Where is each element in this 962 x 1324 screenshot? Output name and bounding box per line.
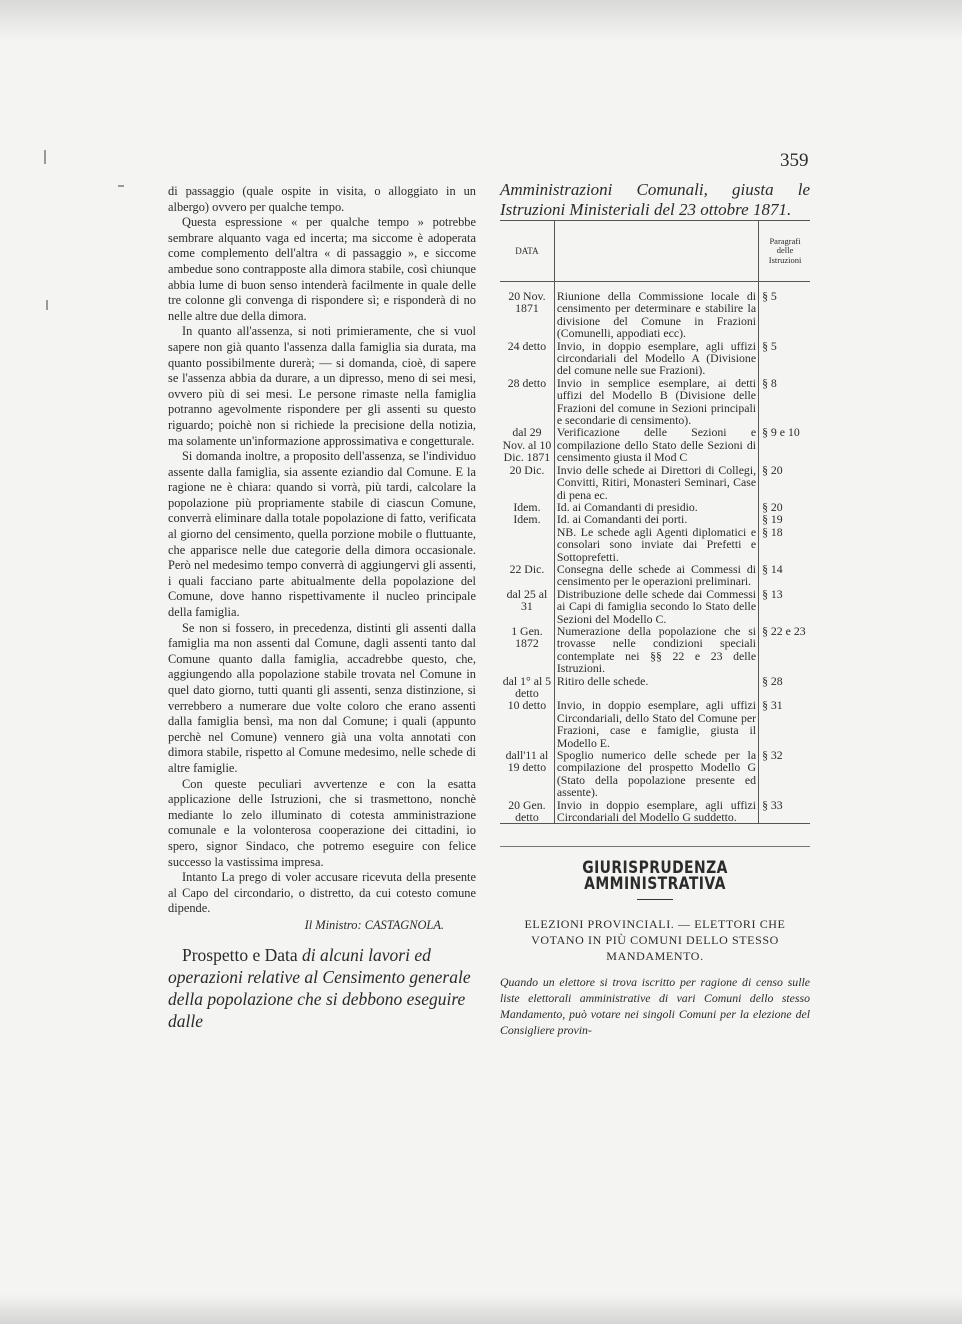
row-paragraph: § 28 <box>762 673 783 688</box>
row-date: 22 Dic. <box>500 563 554 588</box>
header-date: DATA <box>500 221 554 282</box>
row-paragraph: § 20 <box>762 499 783 514</box>
row-text: Consegna delle schede ai Commessi di censimento per le operazioni preliminari. <box>554 563 758 588</box>
page-number: 359 <box>780 150 809 171</box>
minister-signature: Il Ministro: CASTAGNOLA. <box>304 917 444 932</box>
row-paragraph: § 19 <box>762 512 783 527</box>
row-text: Ritiro delle schede. <box>554 675 758 700</box>
table-row <box>500 588 810 625</box>
row-date: 10 detto <box>500 699 554 749</box>
paragraph: Con queste peculiari avvertenze e con la esatta applicazione delle Istruzioni, che si trasmettono, nonchè mediante lo zelo illuminato di cotesta amministrazione comunale e la volonterosa cooperazione dei cittadini, io spero, signor Sindaco, che potremo eseguire con felice successo la vastissima impresa. <box>168 776 476 869</box>
table-row <box>500 513 810 525</box>
paragraph: In quanto all'assenza, si noti primieramente, che si vuol sapere non già quanto l'assenza dalla famiglia sia durata, ma quanto possibilmente durerà; — si domanda, cioè, di sapere se l'assenza abbia da durare, a un dipresso, meno di sei mesi, ovvero più di sei mesi. Le persone rimaste nella famiglia potranno agevolmente rispondere per gli assenti su questo riguardo; poichè non si richiede la precisione della notizia, ma solamente un'informazione approssimativa e congetturale. <box>168 324 476 448</box>
row-date: Idem. <box>500 501 554 513</box>
paragraph: Se non si fossero, in precedenza, distinti gli assenti dalla famiglia ma non assenti dal Comune, dagli assenti tanto dal Comune quanto dalla famiglia, accadrebbe questo, che, aggiungendo alla popolazione stabile trovata nel Comune in quel dato giorno, tutti quanti gli assenti, senza distinzione, si verrebbero a numerare due volte coloro che erano assenti dalla famiglia bensì, ma non dal Comune; i quali (appunto perchè nel Comune) vennero già una volta annotati con dimora stabile, rispetto al Comune medesimo, nelle schede di altre famiglie. <box>168 620 476 775</box>
row-paragraph: § 13 <box>762 586 783 601</box>
row-paragraph: § 22 e 23 <box>762 623 806 638</box>
scan-bottom-shadow <box>0 1294 962 1324</box>
row-paragraph: § 32 <box>762 748 783 763</box>
right-column <box>500 180 810 1038</box>
row-text: Id. ai Comandanti di presidio. <box>554 501 758 513</box>
row-text: Invio, in doppio esemplare, agli uffizi Circondariali, dello Stato del Comune per Frazioni, case e famiglie, giusta il Modello E. <box>554 699 758 749</box>
legal-maxim: Quando un elettore si trova iscritto per ragione di censo sulle liste elettorali amministrative di vari Comuni dello stesso Mandamento, può votare nei singoli Comuni per la elezione del Consigliere provin- <box>500 974 810 1037</box>
row-text: Invio delle schede ai Direttori di Collegi, Convitti, Ritiri, Monasteri Seminari, Case di pena ec. <box>554 464 758 501</box>
row-text: Id. ai Comandanti dei porti. <box>554 513 758 525</box>
margin-mark <box>46 300 48 310</box>
paragraph: Si domanda inoltre, a proposito dell'assenza, se l'individuo assente dalla famiglia, sia assente eziandio dal Comune. E la ragione ne è chiara: quando si vorrà, più tardi, calcolare la popolazione più propriamente stabile di ciascun Comune, converrà eliminare dalla totale popolazione di fatto, verificata al giorno del censimento, quella porzione mobile o fluttuante, che apparisce nelle due categorie della dimora occasionale. Però nel medesimo tempo converrà di aggiungervi gli assenti, i quali facciano parte abitualmente della popolazione del Comune, dove hanno rispettivamente il nucleo principale della famiglia. <box>168 449 476 620</box>
margin-mark <box>118 185 124 187</box>
row-date <box>500 526 554 563</box>
table-row <box>500 464 810 501</box>
paragraph: di passaggio (quale ospite in visita, o alloggiato in un albergo) ovvero per qualche tempo. <box>168 184 476 214</box>
row-text: Distribuzione delle schede dai Commessi ai Capi di famiglia secondo lo Stato delle Sezioni del Modello C. <box>554 588 758 625</box>
section-divider <box>500 846 810 847</box>
table-row <box>500 426 810 463</box>
row-text: Invio in doppio esemplare, agli uffizi Circondariali del Modello G suddetto. <box>554 799 758 824</box>
schedule-table <box>500 220 810 824</box>
table-row <box>500 340 810 377</box>
row-text: Numerazione della popolazione che si trovasse nelle condizioni speciali contemplate nei §§ 22 e 23 delle Istruzioni. <box>554 625 758 675</box>
section-title: GIURISPRUDENZA AMMINISTRATIVA <box>582 858 728 895</box>
table-row <box>500 625 810 675</box>
row-date: 20 Nov. 1871 <box>500 290 554 340</box>
prospetto-label: Prospetto e Data <box>182 944 298 965</box>
row-text: NB. Le schede agli Agenti diplomatici e consolari sono inviate dai Prefetti e Sottoprefetti. <box>554 526 758 563</box>
prospetto-text: di alcuni lavori ed operazioni relative al Censimento generale della popolazione che si debbono eseguire dalle <box>168 944 471 1031</box>
row-text: Spoglio numerico delle schede per la compilazione del prospetto Modello G (Stato della popolazione presente ed assente). <box>554 749 758 799</box>
row-text: Riunione della Commissione locale di censimento per determinare e stabilire la divisione del Comune in Frazioni (Comunelli, appodiati ecc). <box>554 290 758 340</box>
scan-top-shadow <box>0 0 962 40</box>
table-row <box>500 699 810 749</box>
row-paragraph: § 5 <box>762 289 777 303</box>
row-date: dal 25 al 31 <box>500 588 554 625</box>
prospetto-heading <box>168 944 476 1032</box>
row-paragraph: § 31 <box>762 698 783 713</box>
subsection-heading: ELEZIONI PROVINCIALI. — ELETTORI CHE VOTANO IN PIÙ COMUNI DELLO STESSO MANDAMENTO. <box>524 916 786 963</box>
table-row <box>500 749 810 799</box>
table-header-row <box>500 221 810 282</box>
row-paragraph: § 5 <box>762 338 777 353</box>
row-date: 1 Gen. 1872 <box>500 625 554 675</box>
row-date: Idem. <box>500 513 554 525</box>
row-paragraph: § 8 <box>762 375 777 390</box>
row-date: 20 Gen. detto <box>500 799 554 824</box>
row-text: Invio, in doppio esemplare, agli uffizi circondariali del Modello A (Divisione del comune nelle sue Frazioni). <box>554 340 758 377</box>
row-text: Invio in semplice esemplare, ai detti uffizi del Modello B (Divisione delle Frazioni del comune in Sezioni principali e secondarie di censimento). <box>554 377 758 427</box>
paragraph: Intanto La prego di voler accusare ricevuta della presente al Capo del circondario, o distretto, da cui cotesto comune dipende. <box>168 870 476 916</box>
row-date: 28 detto <box>500 377 554 427</box>
row-date: dal 1° al 5 detto <box>500 675 554 700</box>
row-paragraph: § 33 <box>759 799 810 824</box>
paragraph: Questa espressione « per qualche tempo » potrebbe sembrare alquanto vaga ed incerta; ma siccome è adoperata come complemento dell'altra « di passaggio », e siccome ambedue sono contrapposte alla dimora stabile, così chiunque abbia lume di buon senso intenderà facilmente in quale delle tre colonne gli convenga di rispondere sì; e risponderà di no nelle altre due della dimora. <box>168 215 476 323</box>
table-row <box>500 526 810 563</box>
table-row <box>500 563 810 588</box>
row-paragraph: § 9 e 10 <box>762 425 800 440</box>
row-text: Verificazione delle Sezioni e compilazione dello Stato delle Sezioni di censimento giusta il Mod C <box>554 426 758 463</box>
row-date: 24 detto <box>500 340 554 377</box>
row-paragraph: § 18 <box>762 524 783 539</box>
table-row <box>500 290 810 340</box>
row-paragraph: § 20 <box>762 462 783 477</box>
row-date: dal 29 Nov. al 10 Dic. 1871 <box>500 426 554 463</box>
row-date: dall'11 al 19 detto <box>500 749 554 799</box>
row-paragraph: § 14 <box>762 561 783 576</box>
table-row <box>500 675 810 700</box>
margin-mark <box>44 150 46 164</box>
left-column <box>168 184 476 1032</box>
header-empty <box>554 221 758 282</box>
row-date: 20 Dic. <box>500 464 554 501</box>
table-row <box>500 799 810 824</box>
header-paragraphs: Paragrafi delle Istruzioni <box>759 221 810 282</box>
table-row <box>500 377 810 427</box>
table-title: Amministrazioni Comunali, giusta le Istruzioni Ministeriali del 23 ottobre 1871. <box>500 180 810 219</box>
title-rule <box>637 899 673 900</box>
